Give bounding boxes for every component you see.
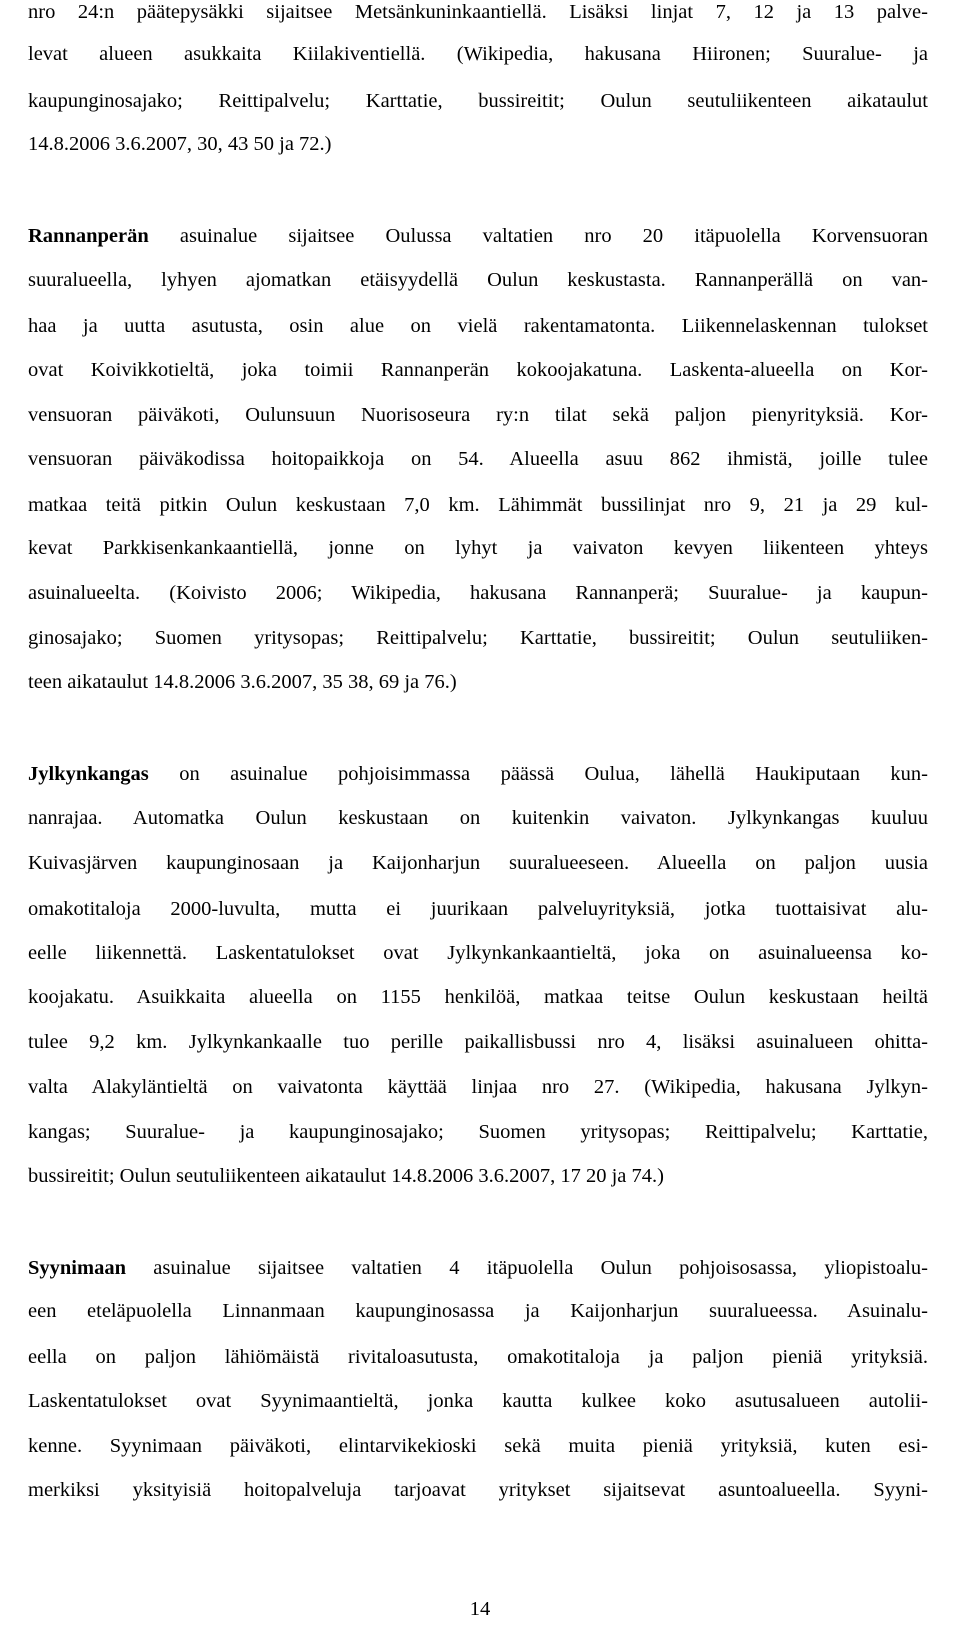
text-line: merkiksi yksityisiä hoitopalveluja tarjoavat yritykset sijaitsevat asuntoalueella. Syyni- bbox=[28, 1479, 928, 1501]
text-line: Laskentatulokset ovat Syynimaantieltä, jonka kautta kulkee koko asutusalueen autolii- bbox=[28, 1390, 928, 1412]
text-line: levat alueen asukkaita Kiilakiventiellä. (Wikipedia, hakusana Hiironen; Suuralue- ja bbox=[28, 43, 928, 65]
text-line: ginosajako; Suomen yritysopas; Reittipalvelu; Karttatie, bussireitit; Oulun seutuliiken- bbox=[28, 627, 928, 649]
text-run: on asuinalue pohjoisimmassa päässä Oulua, lähellä Haukiputaan kun- bbox=[148, 763, 928, 785]
text-line: tulee 9,2 km. Jylkynkankaalle tuo perille paikallisbussi nro 4, lisäksi asuinalueen ohitta- bbox=[28, 1031, 928, 1053]
text-line: kevat Parkkisenkankaantiellä, jonne on lyhyt ja vaivaton kevyen liikenteen yhteys bbox=[28, 537, 928, 559]
text-line: kangas; Suuralue- ja kaupunginosajako; Suomen yritysopas; Reittipalvelu; Karttatie, bbox=[28, 1121, 928, 1143]
text-line: nanrajaa. Automatka Oulun keskustaan on kuitenkin vaivaton. Jylkynkangas kuuluu bbox=[28, 807, 928, 829]
text-line bbox=[28, 762, 928, 786]
text-line: vensuoran päiväkoti, Oulunsuun Nuorisoseura ry:n tilat sekä paljon pienyrityksiä. Kor- bbox=[28, 404, 928, 426]
text-line: Kuivasjärven kaupunginosaan ja Kaijonharjun suuralueeseen. Alueella on paljon uusia bbox=[28, 852, 928, 874]
text-line: een eteläpuolella Linnanmaan kaupunginosassa ja Kaijonharjun suuralueessa. Asuinalu- bbox=[28, 1300, 928, 1322]
text-line: matkaa teitä pitkin Oulun keskustaan 7,0 km. Lähimmät bussilinjat nro 9, 21 ja 29 kul- bbox=[28, 494, 928, 516]
paragraph-term: Syynimaan bbox=[28, 1257, 126, 1279]
text-line: suuralueella, lyhyen ajomatkan etäisyydellä Oulun keskustasta. Rannanperällä on van- bbox=[28, 269, 928, 291]
text-line: omakotitaloja 2000-luvulta, mutta ei juurikaan palveluyrityksiä, jotka tuottaisivat alu- bbox=[28, 898, 928, 920]
text-line bbox=[28, 1256, 928, 1280]
text-line: vensuoran päiväkodissa hoitopaikkoja on 54. Alueella asuu 862 ihmistä, joille tulee bbox=[28, 448, 928, 470]
text-line: 14.8.2006 3.6.2007, 30, 43 50 ja 72.) bbox=[28, 133, 332, 155]
page-number: 14 bbox=[469, 1598, 491, 1620]
text-line: kaupunginosajako; Reittipalvelu; Karttatie, bussireitit; Oulun seutuliikenteen aikataulut bbox=[28, 90, 928, 112]
text-line: teen aikataulut 14.8.2006 3.6.2007, 35 38, 69 ja 76.) bbox=[28, 671, 457, 693]
text-line: koojakatu. Asuikkaita alueella on 1155 henkilöä, matkaa teitse Oulun keskustaan heiltä bbox=[28, 986, 928, 1008]
text-line: haa ja uutta asutusta, osin alue on vielä rakentamatonta. Liikennelaskennan tulokset bbox=[28, 315, 928, 337]
text-run: asuinalue sijaitsee valtatien 4 itäpuolella Oulun pohjoisosassa, yliopistoalu- bbox=[125, 1257, 928, 1279]
text-line: asuinalueelta. (Koivisto 2006; Wikipedia, hakusana Rannanperä; Suuralue- ja kaupun- bbox=[28, 582, 928, 604]
text-line: nro 24:n päätepysäkki sijaitsee Metsänkuninkaantiellä. Lisäksi linjat 7, 12 ja 13 palve- bbox=[28, 1, 928, 23]
text-line bbox=[28, 224, 928, 248]
paragraph-term: Jylkynkangas bbox=[28, 763, 149, 785]
text-run: asuinalue sijaitsee Oulussa valtatien nro 20 itäpuolella Korvensuoran bbox=[148, 225, 928, 247]
text-line: ovat Koivikkotieltä, joka toimii Rannanperän kokoojakatuna. Laskenta-alueella on Kor- bbox=[28, 359, 928, 381]
text-line: eella on paljon lähiömäistä rivitaloasutusta, omakotitaloja ja paljon pieniä yrityksiä. bbox=[28, 1346, 928, 1368]
text-line: valta Alakyläntieltä on vaivatonta käyttää linjaa nro 27. (Wikipedia, hakusana Jylkyn- bbox=[28, 1076, 928, 1098]
paragraph-term: Rannanperän bbox=[28, 225, 149, 247]
text-line: eelle liikennettä. Laskentatulokset ovat Jylkynkankaantieltä, joka on asuinalueensa ko- bbox=[28, 942, 928, 964]
text-line: bussireitit; Oulun seutuliikenteen aikataulut 14.8.2006 3.6.2007, 17 20 ja 74.) bbox=[28, 1165, 664, 1187]
text-line: kenne. Syynimaan päiväkoti, elintarvikekioski sekä muita pieniä yrityksiä, kuten esi- bbox=[28, 1435, 928, 1457]
